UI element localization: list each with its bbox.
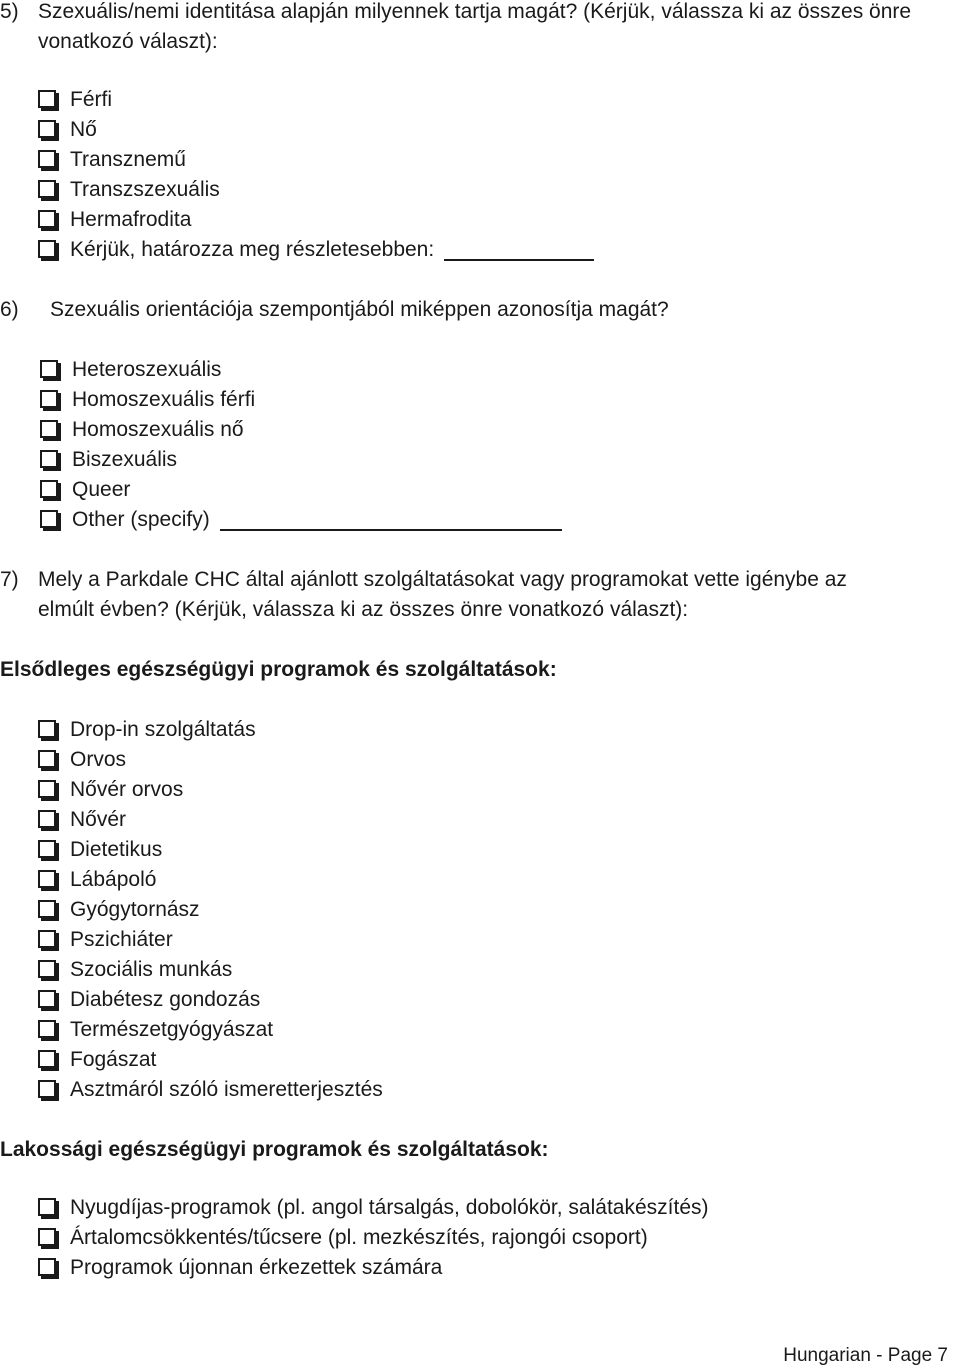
checkbox-option[interactable] — [38, 208, 191, 232]
checkbox-icon[interactable] — [38, 810, 56, 828]
option-label: Diabétesz gondozás — [70, 988, 261, 1011]
option-label: Kérjük, határozza meg részletesebben: — [70, 238, 435, 261]
option-label: Transzszexuális — [70, 178, 220, 201]
question-7 — [0, 568, 847, 592]
question-text-continued: vonatkozó választ): — [38, 30, 218, 53]
checkbox-icon[interactable] — [38, 780, 56, 798]
option-label: Homoszexuális nő — [72, 418, 244, 441]
checkbox-option[interactable] — [38, 928, 173, 952]
question-text: Mely a Parkdale CHC által ajánlott szolgáltatásokat vagy programokat vette igénybe az — [38, 568, 847, 591]
checkbox-icon[interactable] — [38, 900, 56, 918]
option-label: Orvos — [70, 748, 127, 771]
checkbox-option-specify[interactable] — [40, 508, 562, 532]
option-label: Szociális munkás — [70, 958, 233, 981]
checkbox-icon[interactable] — [38, 840, 56, 858]
question-number: 6) — [0, 298, 19, 321]
checkbox-option[interactable] — [38, 958, 232, 982]
checkbox-icon[interactable] — [38, 180, 56, 198]
specify-blank-line[interactable] — [444, 239, 594, 261]
question-number: 7) — [0, 568, 19, 591]
checkbox-option[interactable] — [38, 898, 200, 922]
option-label: Nő — [70, 118, 97, 141]
option-label: Pszichiáter — [70, 928, 173, 951]
checkbox-icon[interactable] — [40, 450, 58, 468]
checkbox-icon[interactable] — [38, 90, 56, 108]
checkbox-option[interactable] — [38, 988, 260, 1012]
question-text-continued: elmúlt évben? (Kérjük, válassza ki az összes önre vonatkozó választ): — [38, 598, 689, 621]
checkbox-icon[interactable] — [38, 750, 56, 768]
checkbox-icon[interactable] — [38, 1258, 56, 1276]
question-number: 5) — [0, 0, 19, 23]
page-footer: Hungarian - Page 7 — [783, 1345, 948, 1366]
option-label: Other (specify) — [72, 508, 210, 531]
checkbox-icon[interactable] — [38, 1020, 56, 1038]
checkbox-option[interactable] — [40, 448, 177, 472]
checkbox-icon[interactable] — [38, 1080, 56, 1098]
checkbox-icon[interactable] — [40, 420, 58, 438]
checkbox-icon[interactable] — [38, 870, 56, 888]
checkbox-option[interactable] — [38, 748, 126, 772]
option-label: Programok újonnan érkezettek számára — [70, 1256, 443, 1279]
option-label: Queer — [72, 478, 131, 501]
checkbox-option[interactable] — [38, 88, 112, 112]
option-label: Nővér orvos — [70, 778, 184, 801]
option-label: Természetgyógyászat — [70, 1018, 274, 1041]
checkbox-option[interactable] — [38, 1018, 273, 1042]
checkbox-option[interactable] — [38, 778, 183, 802]
checkbox-option[interactable] — [38, 1048, 156, 1072]
checkbox-icon[interactable] — [40, 390, 58, 408]
question-6 — [0, 298, 669, 322]
checkbox-icon[interactable] — [38, 720, 56, 738]
checkbox-option[interactable] — [38, 178, 220, 202]
option-label: Fogászat — [70, 1048, 157, 1071]
option-label: Heteroszexuális — [72, 358, 222, 381]
question-text: Szexuális orientációja szempontjából miképpen azonosítja magát? — [50, 298, 669, 321]
checkbox-icon[interactable] — [38, 1050, 56, 1068]
section-heading-community: Lakossági egészségügyi programok és szolgáltatások: — [0, 1138, 549, 1161]
option-label: Nővér — [70, 808, 127, 831]
option-label: Dietetikus — [70, 838, 163, 861]
option-label: Drop-in szolgáltatás — [70, 718, 256, 741]
checkbox-option[interactable] — [38, 868, 156, 892]
checkbox-icon[interactable] — [38, 1228, 56, 1246]
option-label: Ártalomcsökkentés/tűcsere (pl. mezkészítés, rajongói csoport) — [70, 1226, 648, 1249]
option-label: Lábápoló — [70, 868, 157, 891]
checkbox-icon[interactable] — [38, 210, 56, 228]
checkbox-icon[interactable] — [40, 510, 58, 528]
specify-blank-line[interactable] — [220, 509, 562, 531]
checkbox-option[interactable] — [38, 718, 256, 742]
checkbox-icon[interactable] — [38, 990, 56, 1008]
checkbox-option[interactable] — [38, 1196, 709, 1220]
checkbox-option[interactable] — [38, 118, 97, 142]
option-label: Asztmáról szóló ismeretterjesztés — [70, 1078, 383, 1101]
option-label: Transznemű — [70, 148, 186, 171]
checkbox-option[interactable] — [40, 418, 244, 442]
option-label: Gyógytornász — [70, 898, 200, 921]
checkbox-option[interactable] — [40, 358, 221, 382]
checkbox-icon[interactable] — [38, 930, 56, 948]
checkbox-icon[interactable] — [38, 1198, 56, 1216]
checkbox-option[interactable] — [40, 478, 130, 502]
option-label: Hermafrodita — [70, 208, 192, 231]
checkbox-icon[interactable] — [38, 150, 56, 168]
checkbox-option[interactable] — [38, 1226, 648, 1250]
checkbox-icon[interactable] — [38, 960, 56, 978]
checkbox-option[interactable] — [38, 838, 162, 862]
checkbox-icon[interactable] — [38, 120, 56, 138]
checkbox-option-specify[interactable] — [38, 238, 594, 262]
checkbox-option[interactable] — [38, 808, 126, 832]
option-label: Nyugdíjas-programok (pl. angol társalgás, dobolókör, salátakészítés) — [70, 1196, 709, 1219]
option-label: Férfi — [70, 88, 112, 111]
checkbox-icon[interactable] — [40, 360, 58, 378]
checkbox-option[interactable] — [40, 388, 255, 412]
checkbox-option[interactable] — [38, 1256, 442, 1280]
question-text: Szexuális/nemi identitása alapján milyennek tartja magát? (Kérjük, válassza ki az összes önre — [38, 0, 912, 23]
option-label: Homoszexuális férfi — [72, 388, 256, 411]
section-heading-primary: Elsődleges egészségügyi programok és szolgáltatások: — [0, 658, 557, 681]
checkbox-option[interactable] — [38, 1078, 383, 1102]
question-5 — [0, 0, 912, 24]
checkbox-icon[interactable] — [38, 240, 56, 258]
checkbox-icon[interactable] — [40, 480, 58, 498]
checkbox-option[interactable] — [38, 148, 186, 172]
option-label: Biszexuális — [72, 448, 178, 471]
